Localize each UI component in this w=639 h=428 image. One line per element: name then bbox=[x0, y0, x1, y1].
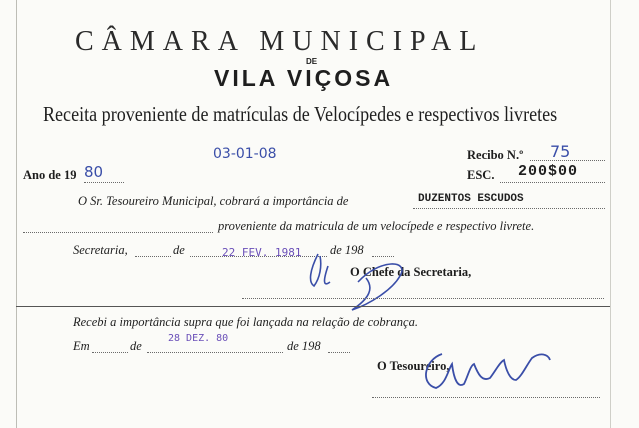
ano-label: Ano de 19 bbox=[23, 168, 77, 182]
header-vila-vicosa: VILA VIÇOSA bbox=[214, 65, 394, 91]
recibo-label: Recibo N.º bbox=[467, 148, 524, 162]
matricula-text: proveniente da matricula de um velocípede e respectivo livrete. bbox=[218, 219, 535, 233]
em-label: Em bbox=[73, 339, 90, 353]
amount-in-words: DUZENTOS ESCUDOS bbox=[418, 193, 524, 205]
em-year-line bbox=[328, 352, 350, 353]
tesoureiro-label: O Tesoureiro, bbox=[377, 359, 450, 373]
amount-words-line bbox=[413, 208, 605, 209]
date-stamp: 22 FEV. 1981 bbox=[222, 246, 302, 259]
esc-line bbox=[500, 182, 605, 183]
section-divider bbox=[16, 306, 610, 307]
ano-value: 80 bbox=[84, 163, 104, 181]
blank-line bbox=[23, 232, 213, 233]
esc-label: ESC. bbox=[467, 168, 495, 182]
tesoureiro-signature bbox=[412, 340, 562, 400]
tesoureiro-instruction: O Sr. Tesoureiro Municipal, cobrará a importância de bbox=[78, 194, 349, 208]
em-day-line bbox=[92, 352, 128, 353]
recebi-text: Recebi a importância supra que foi lançada na relação de cobrança. bbox=[73, 315, 418, 329]
paper-right-edge bbox=[610, 0, 611, 428]
document-subtitle: Receita proveniente de matrículas de Velocípedes e respectivos livretes bbox=[43, 102, 558, 126]
header-de: DE bbox=[306, 57, 318, 66]
date-stamp-2: 28 DEZ. 80 bbox=[168, 333, 229, 344]
recibo-number: 75 bbox=[550, 142, 571, 161]
secretaria-de: de bbox=[173, 243, 185, 257]
paper-left-edge bbox=[16, 0, 17, 428]
secretaria-label: Secretaria, bbox=[73, 243, 128, 257]
em-de-198: de 198 bbox=[287, 339, 321, 353]
tesoureiro-signature-line bbox=[372, 397, 600, 398]
em-de: de bbox=[130, 339, 142, 353]
chefe-secretaria-label: O Chefe da Secretaria, bbox=[350, 265, 472, 279]
secretaria-day-line bbox=[135, 256, 171, 257]
handwritten-number: 03-01-08 bbox=[213, 146, 277, 162]
ano-line bbox=[84, 182, 124, 183]
secretaria-de-198: de 198 bbox=[330, 243, 364, 257]
chefe-signature bbox=[300, 248, 420, 318]
header-camara-municipal: CÂMARA MUNICIPAL bbox=[75, 26, 485, 57]
em-month-line bbox=[147, 352, 283, 353]
esc-amount: 200$00 bbox=[518, 163, 579, 180]
chefe-signature-line bbox=[242, 298, 604, 299]
